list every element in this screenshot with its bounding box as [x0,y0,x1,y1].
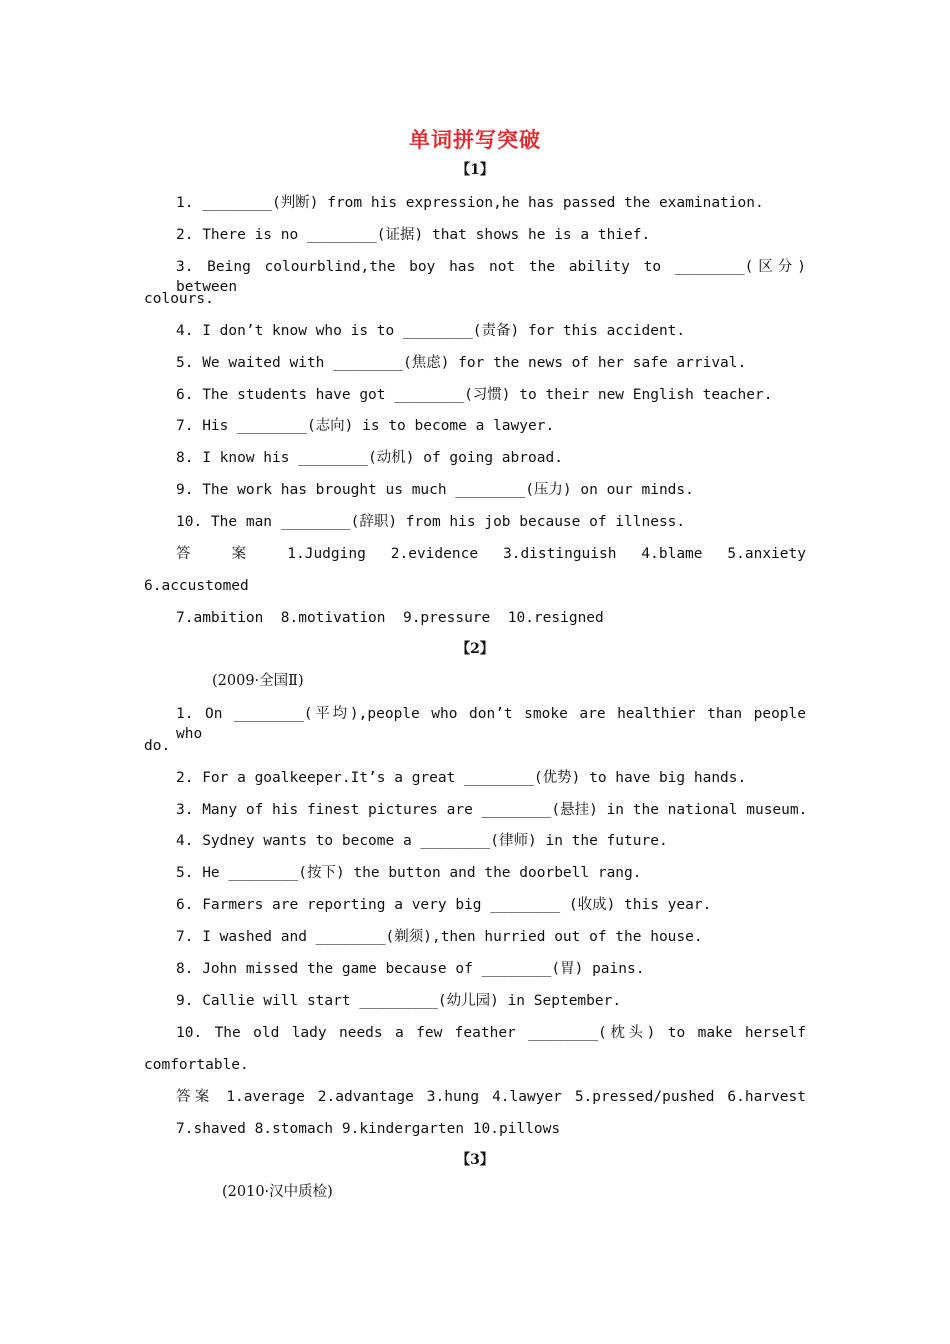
answers-2-line-1: 答案 1.average 2.advantage 3.hung 4.lawyer 5.pressed/pushed 6.harvest [176,1089,806,1105]
answers-2-line-2: 7.shaved 8.stomach 9.kindergarten 10.pillows [176,1121,561,1137]
section-2-label: 【2】 [456,641,494,657]
answers-1-line-1: 答 案 1.Judging 2.evidence 3.distinguish 4.blame 5.anxiety [176,546,806,562]
section-1-label: 【1】 [456,162,494,178]
question-1-1: 1. ________(判断) from his expression,he has passed the examination. [176,195,764,211]
question-1-4: 4. I don’t know who is to ________(责备) for this accident. [176,323,686,339]
question-1-5: 5. We waited with ________(焦虑) for the news of her safe arrival. [176,355,747,371]
question-1-9: 9. The work has brought us much ________(压力) on our minds. [176,482,694,498]
question-2-3: 3. Many of his finest pictures are ________(悬挂) in the national museum. [176,802,808,818]
question-2-1: 1. On ________(平均),people who don’t smoke are healthier than people who [176,706,806,742]
answers-1-line-2: 6.accustomed [144,578,249,594]
question-1-3-cont: colours. [144,291,214,307]
section-3-source: (2010·汉中质检) [222,1184,333,1200]
question-2-10-cont: comfortable. [144,1057,249,1073]
question-2-7: 7. I washed and ________(剃须),then hurried out of the house. [176,929,703,945]
question-2-6: 6. Farmers are reporting a very big ________ (收成) this year. [176,897,712,913]
question-2-5: 5. He ________(按下) the button and the doorbell rang. [176,865,642,881]
question-1-6: 6. The students have got ________(习惯) to their new English teacher. [176,387,773,403]
page-title: 单词拼写突破 [409,127,541,152]
section-2-source: (2009·全国Ⅱ) [212,673,304,689]
question-2-2: 2. For a goalkeeper.It’s a great ________(优势) to have big hands. [176,770,747,786]
question-2-10: 10. The old lady needs a few feather ________(枕头) to make herself [176,1025,806,1041]
question-2-9: 9. Callie will start _________(幼儿园) in September. [176,993,622,1009]
question-1-2: 2. There is no ________(证据) that shows he is a thief. [176,227,651,243]
question-1-8: 8. I know his ________(动机) of going abroad. [176,450,563,466]
question-2-8: 8. John missed the game because of ________(胃) pains. [176,961,645,977]
section-3-label: 【3】 [456,1152,494,1168]
question-1-7: 7. His ________(志向) is to become a lawyer. [176,418,555,434]
question-1-3: 3. Being colourblind,the boy has not the ability to ________(区分) between [176,259,806,295]
question-2-4: 4. Sydney wants to become a ________(律师) in the future. [176,833,668,849]
question-2-1-cont: do. [144,738,171,754]
answers-1-line-3: 7.ambition 8.motivation 9.pressure 10.resigned [176,610,604,626]
question-1-10: 10. The man ________(辞职) from his job because of illness. [176,514,686,530]
